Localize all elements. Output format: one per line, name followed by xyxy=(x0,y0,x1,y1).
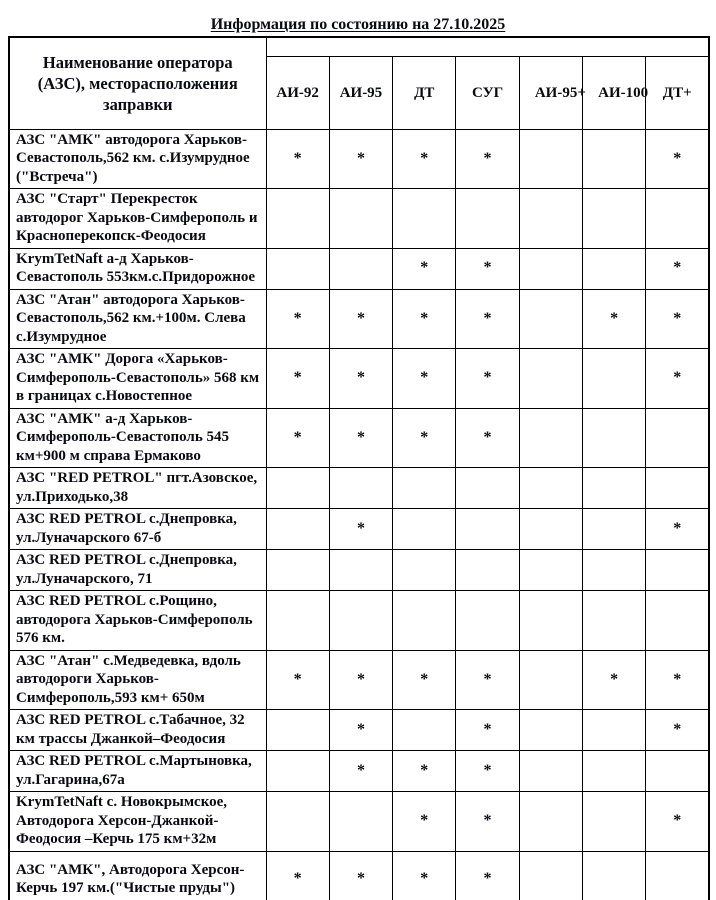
fuel-mark-cell xyxy=(646,189,709,249)
fuel-mark-cell: * xyxy=(646,710,709,751)
fuel-mark-cell xyxy=(582,349,645,409)
fuel-mark-cell: * xyxy=(266,851,329,900)
fuel-mark-cell xyxy=(329,792,392,852)
fuel-mark-cell: * xyxy=(329,751,392,792)
fuel-mark-cell: * xyxy=(329,650,392,710)
fuel-mark-cell xyxy=(266,751,329,792)
fuel-mark-cell xyxy=(582,591,645,651)
table-row xyxy=(9,851,709,900)
fuel-mark-cell xyxy=(646,468,709,509)
fuel-mark-cell: * xyxy=(456,408,519,468)
column-header-dt: ДТ xyxy=(393,56,456,129)
fuel-mark-cell xyxy=(266,248,329,289)
page-title: Информация по состоянию на 27.10.2025 xyxy=(210,16,506,33)
fuel-mark-cell xyxy=(519,408,582,468)
station-name: АЗС RED PETROL с.Табачное, 32 км трассы Джанкой–Феодосия xyxy=(9,710,266,751)
fuel-mark-cell xyxy=(329,591,392,651)
fuel-mark-cell xyxy=(582,792,645,852)
station-name: АЗС "АМК" Дорога «Харьков-Симферополь-Севастополь» 568 км в границах с.Новостепное xyxy=(9,349,266,409)
fuel-mark-cell: * xyxy=(646,129,709,189)
fuel-mark-cell xyxy=(456,509,519,550)
fuel-mark-cell: * xyxy=(393,408,456,468)
fuel-mark-cell: * xyxy=(456,792,519,852)
table-header xyxy=(9,37,709,129)
station-name: KrymTetNaft с. Новокрымское, Автодорога Херсон-Джанкой-Феодосия –Керчь 175 км+32м xyxy=(9,792,266,852)
fuel-mark-cell: * xyxy=(456,751,519,792)
fuel-mark-cell: * xyxy=(266,289,329,349)
fuel-mark-cell: * xyxy=(646,792,709,852)
fuel-mark-cell xyxy=(582,468,645,509)
fuel-mark-cell xyxy=(582,509,645,550)
fuel-mark-cell xyxy=(646,591,709,651)
station-name: АЗС "Атан" автодорога Харьков-Севастополь,562 км.+100м. Слева с.Изумрудное xyxy=(9,289,266,349)
fuel-mark-cell: * xyxy=(456,248,519,289)
station-rows xyxy=(9,129,709,900)
fuel-mark-cell: * xyxy=(456,650,519,710)
fuel-mark-cell: * xyxy=(329,408,392,468)
fuel-mark-cell: * xyxy=(646,650,709,710)
fuel-mark-cell xyxy=(582,710,645,751)
column-header-sug: СУГ xyxy=(456,56,519,129)
fuel-mark-cell: * xyxy=(456,710,519,751)
fuel-mark-cell xyxy=(266,710,329,751)
fuel-mark-cell xyxy=(266,591,329,651)
fuel-mark-cell: * xyxy=(582,289,645,349)
fuel-mark-cell: * xyxy=(329,289,392,349)
operator-column-header xyxy=(9,37,266,129)
fuel-mark-cell xyxy=(582,751,645,792)
fuel-mark-cell xyxy=(393,189,456,249)
fuel-mark-cell xyxy=(519,792,582,852)
fuel-mark-cell: * xyxy=(266,650,329,710)
fuel-mark-cell xyxy=(329,468,392,509)
station-name: АЗС RED PETROL с.Рощино, автодорога Харьков-Симферополь 576 км. xyxy=(9,591,266,651)
fuel-mark-cell xyxy=(646,550,709,591)
table-row xyxy=(9,129,709,189)
station-name: АЗС "АМК" автодорога Харьков-Севастополь,562 км. с.Изумрудное ("Встреча") xyxy=(9,129,266,189)
fuel-mark-cell xyxy=(582,550,645,591)
fuel-mark-cell: * xyxy=(329,129,392,189)
fuel-mark-cell xyxy=(266,792,329,852)
fuel-mark-cell xyxy=(646,751,709,792)
column-header-ai95plus: АИ-95+ xyxy=(519,56,582,129)
fuel-mark-cell xyxy=(519,509,582,550)
table-row xyxy=(9,591,709,651)
station-name: АЗС "Атан" с.Медведевка, вдоль автодороги Харьков-Симферополь,593 км+ 650м xyxy=(9,650,266,710)
fuel-mark-cell xyxy=(519,468,582,509)
column-header-ai92: АИ-92 xyxy=(266,56,329,129)
fuel-mark-cell xyxy=(519,189,582,249)
station-name: KrymTetNaft а-д Харьков-Севастополь 553км.с.Придорожное xyxy=(9,248,266,289)
fuel-mark-cell xyxy=(519,248,582,289)
table-row xyxy=(9,468,709,509)
fuel-mark-cell: * xyxy=(646,248,709,289)
station-name: АЗС "АМК" а-д Харьков-Симферополь-Севастополь 545 км+900 м справа Ермаково xyxy=(9,408,266,468)
fuel-mark-cell xyxy=(329,550,392,591)
fuel-mark-cell xyxy=(519,591,582,651)
table-row xyxy=(9,248,709,289)
fuel-mark-cell: * xyxy=(329,710,392,751)
table-row xyxy=(9,289,709,349)
table-row xyxy=(9,509,709,550)
fuel-mark-cell: * xyxy=(266,349,329,409)
table-row xyxy=(9,349,709,409)
fuel-mark-cell xyxy=(393,710,456,751)
fuel-mark-cell: * xyxy=(266,129,329,189)
fuel-mark-cell: * xyxy=(266,408,329,468)
fuel-mark-cell xyxy=(519,751,582,792)
fuel-mark-cell xyxy=(519,710,582,751)
fuel-mark-cell xyxy=(329,248,392,289)
fuel-mark-cell xyxy=(582,129,645,189)
fuel-mark-cell: * xyxy=(393,289,456,349)
fuel-mark-cell: * xyxy=(393,349,456,409)
table-row xyxy=(9,550,709,591)
fuel-mark-cell xyxy=(393,509,456,550)
fuel-mark-cell xyxy=(582,248,645,289)
fuel-mark-cell: * xyxy=(456,349,519,409)
fuel-mark-cell xyxy=(393,468,456,509)
fuel-mark-cell xyxy=(519,349,582,409)
fuel-mark-cell: * xyxy=(456,289,519,349)
table-row xyxy=(9,792,709,852)
fuel-mark-cell: * xyxy=(646,509,709,550)
fuel-mark-cell xyxy=(266,509,329,550)
table-row xyxy=(9,751,709,792)
fuel-mark-cell xyxy=(519,129,582,189)
fuel-mark-cell xyxy=(519,851,582,900)
station-name: АЗС RED PETROL с.Днепровка, ул.Луначарского 67-б xyxy=(9,509,266,550)
fuel-mark-cell xyxy=(582,189,645,249)
fuel-mark-cell xyxy=(393,591,456,651)
fuel-mark-cell: * xyxy=(456,851,519,900)
fuel-mark-cell: * xyxy=(393,129,456,189)
fuel-mark-cell xyxy=(582,851,645,900)
fuel-mark-cell xyxy=(456,189,519,249)
table-row xyxy=(9,408,709,468)
table-row xyxy=(9,650,709,710)
fuel-mark-cell: * xyxy=(646,289,709,349)
fuel-availability-table xyxy=(8,36,710,900)
fuel-mark-cell xyxy=(456,550,519,591)
fuel-mark-cell xyxy=(393,550,456,591)
fuel-mark-cell xyxy=(519,550,582,591)
fuel-mark-cell xyxy=(519,289,582,349)
station-name: АЗС "АМК", Автодорога Херсон-Керчь 197 км.("Чистые пруды") xyxy=(9,851,266,900)
fuel-mark-cell xyxy=(646,408,709,468)
column-header-ai100: АИ-100 xyxy=(582,56,645,129)
fuel-mark-cell xyxy=(456,591,519,651)
fuel-mark-cell: * xyxy=(582,650,645,710)
table-row xyxy=(9,710,709,751)
station-name: АЗС RED PETROL с.Мартыновка, ул.Гагарина,67а xyxy=(9,751,266,792)
fuel-mark-cell: * xyxy=(456,129,519,189)
fuel-mark-cell: * xyxy=(393,792,456,852)
column-header-dtplus: ДТ+ xyxy=(646,56,709,129)
fuel-mark-cell xyxy=(582,408,645,468)
fuel-mark-cell: * xyxy=(329,349,392,409)
table-row xyxy=(9,189,709,249)
fuel-mark-cell xyxy=(266,189,329,249)
station-name: АЗС "Старт" Перекресток автодорог Харьков-Симферополь и Красноперекопск-Феодосия xyxy=(9,189,266,249)
fuel-mark-cell xyxy=(519,650,582,710)
fuel-mark-cell xyxy=(266,550,329,591)
fuel-mark-cell: * xyxy=(329,509,392,550)
fuel-mark-cell: * xyxy=(646,349,709,409)
column-header-ai95: АИ-95 xyxy=(329,56,392,129)
fuel-mark-cell: * xyxy=(393,248,456,289)
fuel-mark-cell xyxy=(456,468,519,509)
station-name: АЗС RED PETROL с.Днепровка, ул.Луначарского, 71 xyxy=(9,550,266,591)
fuel-mark-cell: * xyxy=(329,851,392,900)
header-spacer-cell xyxy=(266,37,709,56)
fuel-mark-cell xyxy=(266,468,329,509)
fuel-mark-cell xyxy=(646,851,709,900)
fuel-mark-cell: * xyxy=(393,751,456,792)
fuel-mark-cell: * xyxy=(393,650,456,710)
operator-column-header-label: Наименование оператора (АЗС), месторасположения заправки xyxy=(37,52,238,114)
fuel-mark-cell: * xyxy=(393,851,456,900)
station-name: АЗС "RED PETROL" пгт.Азовское, ул.Приходько,38 xyxy=(9,468,266,509)
fuel-mark-cell xyxy=(329,189,392,249)
